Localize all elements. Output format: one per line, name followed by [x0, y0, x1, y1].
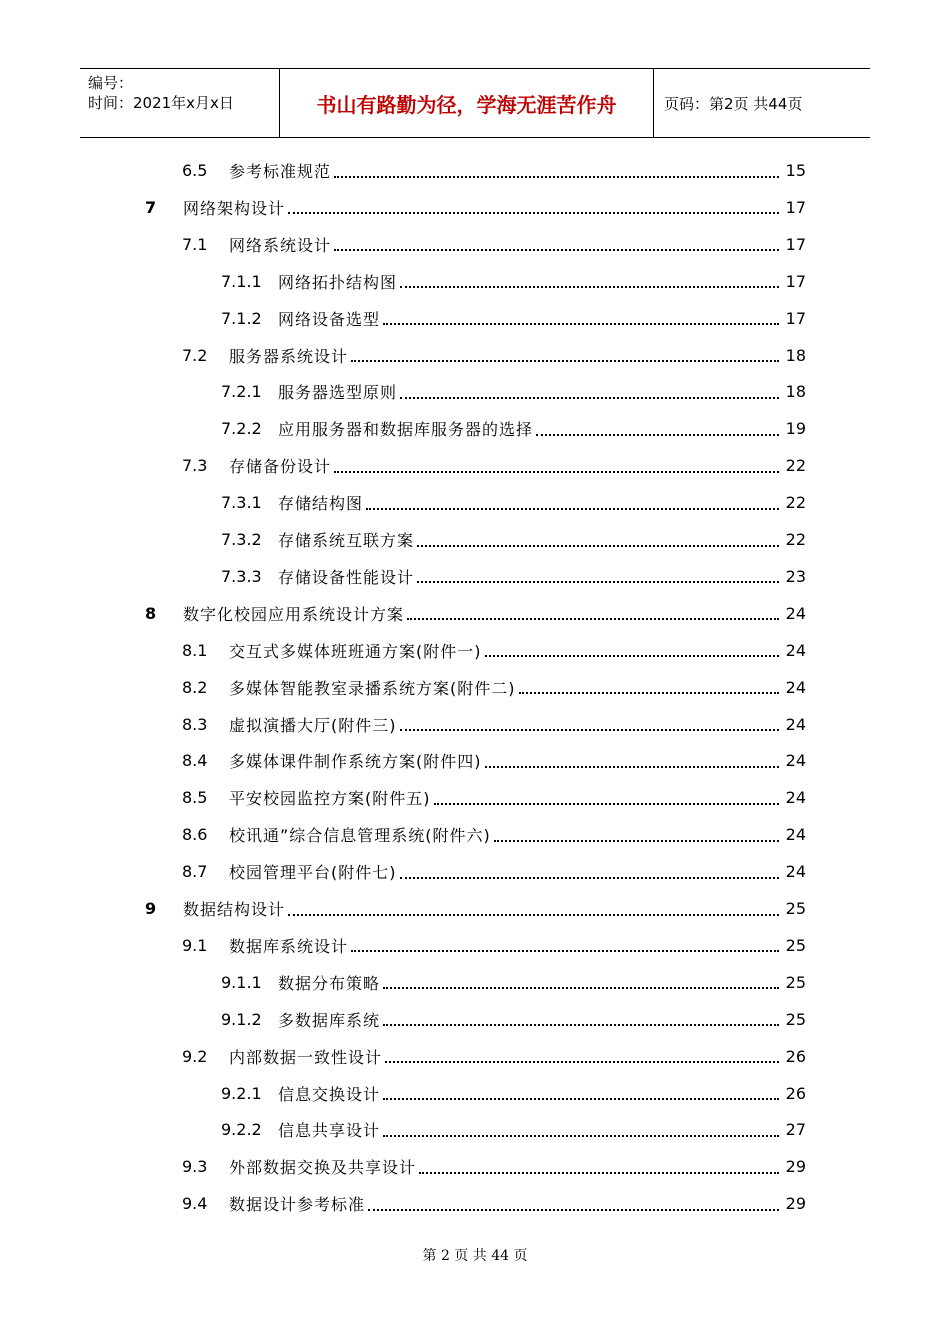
toc-entry-page: 24	[785, 751, 806, 771]
toc-entry-title: 网络设备选型	[278, 309, 381, 329]
toc-leader-dots	[334, 249, 779, 251]
toc-entry-number: 8.5	[182, 788, 208, 808]
toc-entry-page: 17	[785, 234, 806, 254]
toc-entry-number: 9.1.1	[221, 972, 262, 992]
toc-entry-number: 7	[145, 197, 157, 217]
toc-leader-dots	[494, 840, 779, 842]
toc-entry-title: 存储系统互联方案	[278, 531, 415, 550]
toc-entry-title: 参考标准规范	[229, 162, 332, 181]
toc-entry[interactable]	[182, 779, 806, 816]
toc-entry-page: 23	[785, 566, 806, 586]
toc-entry[interactable]	[182, 1148, 806, 1185]
toc-entry-page: 17	[785, 271, 806, 291]
toc-entry-number: 8.1	[182, 640, 208, 660]
toc-entry-number: 8.6	[182, 825, 208, 845]
header-page-info: 页码：第2页 共44页	[664, 94, 803, 113]
toc-entry[interactable]	[221, 373, 806, 410]
toc-entry-page: 27	[785, 1120, 806, 1140]
toc-entry-title: 多数据库系统	[278, 1010, 381, 1030]
toc-entry-title: 信息共享设计	[278, 1121, 381, 1141]
toc-leader-dots	[351, 950, 779, 952]
toc-leader-dots	[351, 360, 779, 362]
toc-leader-dots	[383, 323, 779, 325]
toc-entry-title: 多媒体智能教室录播系统方案(附件二)	[229, 678, 516, 698]
toc-leader-dots	[383, 1098, 779, 1100]
toc-entry-number: 7.1	[182, 234, 208, 254]
toc-entry-title: 校讯通”综合信息管理系统(附件六)	[229, 826, 491, 846]
toc-entry-page: 24	[785, 677, 806, 697]
toc-entry-title: 网络架构设计	[183, 198, 286, 218]
toc-entry-page: 24	[785, 603, 806, 623]
toc-entry-title: 交互式多媒体班班通方案(附件一)	[229, 641, 482, 661]
toc-entry[interactable]	[221, 558, 806, 595]
toc-entry-page: 18	[785, 382, 806, 402]
toc-entry[interactable]	[182, 816, 806, 853]
toc-entry-number: 8.2	[182, 677, 208, 697]
toc-entry-number: 8.3	[182, 714, 208, 734]
toc-leader-dots	[383, 1024, 779, 1026]
toc-leader-dots	[400, 397, 779, 399]
toc-entry-title: 内部数据一致性设计	[229, 1047, 383, 1067]
header-motto: 书山有路勤为径，学海无涯苦作舟	[280, 69, 654, 137]
toc-entry-page: 25	[785, 935, 806, 955]
toc-entry[interactable]	[182, 337, 806, 374]
toc-entry-title: 平安校园监控方案(附件五)	[229, 789, 431, 809]
toc-entry[interactable]	[182, 447, 806, 484]
toc-entry-title: 网络系统设计	[229, 235, 332, 255]
toc-entry-number: 7.1.2	[221, 308, 262, 328]
toc-entry-number: 6.5	[182, 161, 208, 180]
toc-entry[interactable]	[221, 521, 806, 558]
toc-leader-dots	[288, 914, 779, 916]
toc-entry-title: 数字化校园应用系统设计方案	[183, 604, 405, 624]
toc-entry-number: 8.4	[182, 751, 208, 771]
toc-entry[interactable]	[182, 669, 806, 706]
document-date: 时间：2021年x月x日	[88, 94, 234, 112]
toc-entry-number: 7.3.2	[221, 530, 262, 549]
toc-entry[interactable]	[221, 300, 806, 337]
toc-entry-page: 29	[785, 1157, 806, 1177]
toc-entry-page: 24	[785, 862, 806, 882]
toc-leader-dots	[366, 508, 779, 510]
toc-leader-dots	[383, 1135, 779, 1137]
toc-entry[interactable]	[221, 484, 806, 521]
toc-entry-title: 信息交换设计	[278, 1084, 381, 1104]
toc-entry-title: 数据结构设计	[183, 900, 286, 919]
toc-entry[interactable]	[221, 1075, 806, 1112]
toc-entry[interactable]	[221, 410, 806, 447]
toc-entry-title: 存储结构图	[278, 494, 364, 514]
page-footer: 第 2 页 共 44 页	[422, 1248, 528, 1264]
toc-entry-title: 数据设计参考标准	[229, 1195, 366, 1215]
toc-entry-page: 26	[785, 1046, 806, 1066]
toc-entry-number: 7.2.1	[221, 382, 262, 402]
toc-entry-page: 25	[785, 972, 806, 992]
toc-leader-dots	[485, 655, 780, 657]
toc-entry-page: 26	[785, 1083, 806, 1103]
toc-entry-title: 虚拟演播大厅(附件三)	[229, 715, 397, 735]
toc-leader-dots	[400, 729, 780, 731]
toc-entry-number: 9.3	[182, 1157, 208, 1177]
toc-entry-number: 9.4	[182, 1194, 208, 1214]
toc-entry[interactable]	[221, 1001, 806, 1038]
toc-entry[interactable]	[182, 853, 806, 890]
toc-leader-dots	[288, 212, 779, 214]
toc-entry-page: 22	[785, 530, 806, 549]
header-meta	[80, 69, 280, 137]
toc-entry-number: 7.2.2	[221, 419, 262, 439]
toc-entry-title: 服务器系统设计	[229, 346, 349, 366]
toc-entry-title: 数据库系统设计	[229, 936, 349, 956]
toc-entry[interactable]	[182, 927, 806, 964]
toc-leader-dots	[334, 471, 779, 473]
toc-entry-page: 22	[785, 493, 806, 513]
toc-entry-number: 9.1.2	[221, 1009, 262, 1029]
toc-entry-number: 7.3.1	[221, 493, 262, 513]
toc-leader-dots	[407, 618, 779, 620]
page-header	[80, 68, 870, 138]
toc-leader-dots	[400, 877, 780, 879]
toc-entry-number: 7.3	[182, 456, 208, 476]
toc-entry-title: 数据分布策略	[278, 973, 381, 993]
toc-entry-page: 22	[785, 456, 806, 476]
toc-leader-dots	[417, 545, 779, 547]
toc-entry[interactable]	[182, 632, 806, 669]
toc-entry-number: 8	[145, 603, 157, 623]
toc-entry-title: 校园管理平台(附件七)	[229, 863, 397, 883]
toc-leader-dots	[485, 766, 780, 768]
toc-entry-page: 29	[785, 1194, 806, 1214]
toc-entry-page: 24	[785, 788, 806, 808]
toc-leader-dots	[400, 286, 779, 288]
toc-entry-title: 服务器选型原则	[278, 383, 398, 403]
toc-entry-number: 9.2.1	[221, 1083, 262, 1103]
toc-entry-number: 7.3.3	[221, 566, 262, 586]
toc-entry-number: 9.2	[182, 1046, 208, 1066]
toc-entry-title: 存储设备性能设计	[278, 567, 415, 587]
toc-entry[interactable]	[182, 706, 806, 743]
toc-entry-page: 17	[785, 308, 806, 328]
toc-entry-number: 7.1.1	[221, 271, 262, 291]
toc-entry-title: 应用服务器和数据库服务器的选择	[278, 420, 534, 440]
toc-entry-page: 24	[785, 640, 806, 660]
toc-entry-page: 25	[785, 1009, 806, 1029]
toc-entry[interactable]	[145, 189, 806, 226]
toc-entry-page: 25	[785, 899, 806, 918]
toc-entry-title: 存储备份设计	[229, 457, 332, 477]
toc-entry[interactable]	[182, 1185, 806, 1222]
toc-entry[interactable]	[182, 226, 806, 263]
toc-entry[interactable]	[221, 1111, 806, 1148]
toc-leader-dots	[368, 1209, 779, 1211]
toc-leader-dots	[417, 581, 779, 583]
toc-entry-number: 9.1	[182, 935, 208, 955]
toc-entry[interactable]	[182, 742, 806, 779]
toc-entry-title: 外部数据交换及共享设计	[229, 1158, 417, 1178]
toc-entry[interactable]	[145, 595, 806, 632]
toc-entry-number: 9.2.2	[221, 1120, 262, 1140]
toc-leader-dots	[519, 692, 780, 694]
toc-entry[interactable]	[145, 890, 806, 927]
toc-leader-dots	[536, 434, 779, 436]
toc-leader-dots	[385, 1061, 779, 1063]
toc-entry-number: 9	[145, 899, 157, 918]
toc-leader-dots	[334, 176, 779, 178]
toc-entry-title: 网络拓扑结构图	[278, 272, 398, 292]
toc-entry-page: 17	[785, 197, 806, 217]
toc-leader-dots	[383, 987, 779, 989]
toc-entry-title: 多媒体课件制作系统方案(附件四)	[229, 752, 482, 772]
toc-leader-dots	[434, 803, 780, 805]
toc-entry-number: 8.7	[182, 862, 208, 882]
toc-entry-number: 7.2	[182, 345, 208, 365]
toc-entry-page: 18	[785, 345, 806, 365]
toc-entry-page: 19	[785, 419, 806, 439]
toc-entry-page: 24	[785, 825, 806, 845]
toc-entry[interactable]	[221, 964, 806, 1001]
toc-entry[interactable]	[182, 152, 806, 189]
toc-entry[interactable]	[182, 1038, 806, 1075]
toc-leader-dots	[419, 1172, 779, 1174]
toc-entry-page: 15	[785, 161, 806, 180]
document-number: 编号：	[88, 74, 134, 92]
toc-entry[interactable]	[221, 263, 806, 300]
toc-entry-page: 24	[785, 714, 806, 734]
